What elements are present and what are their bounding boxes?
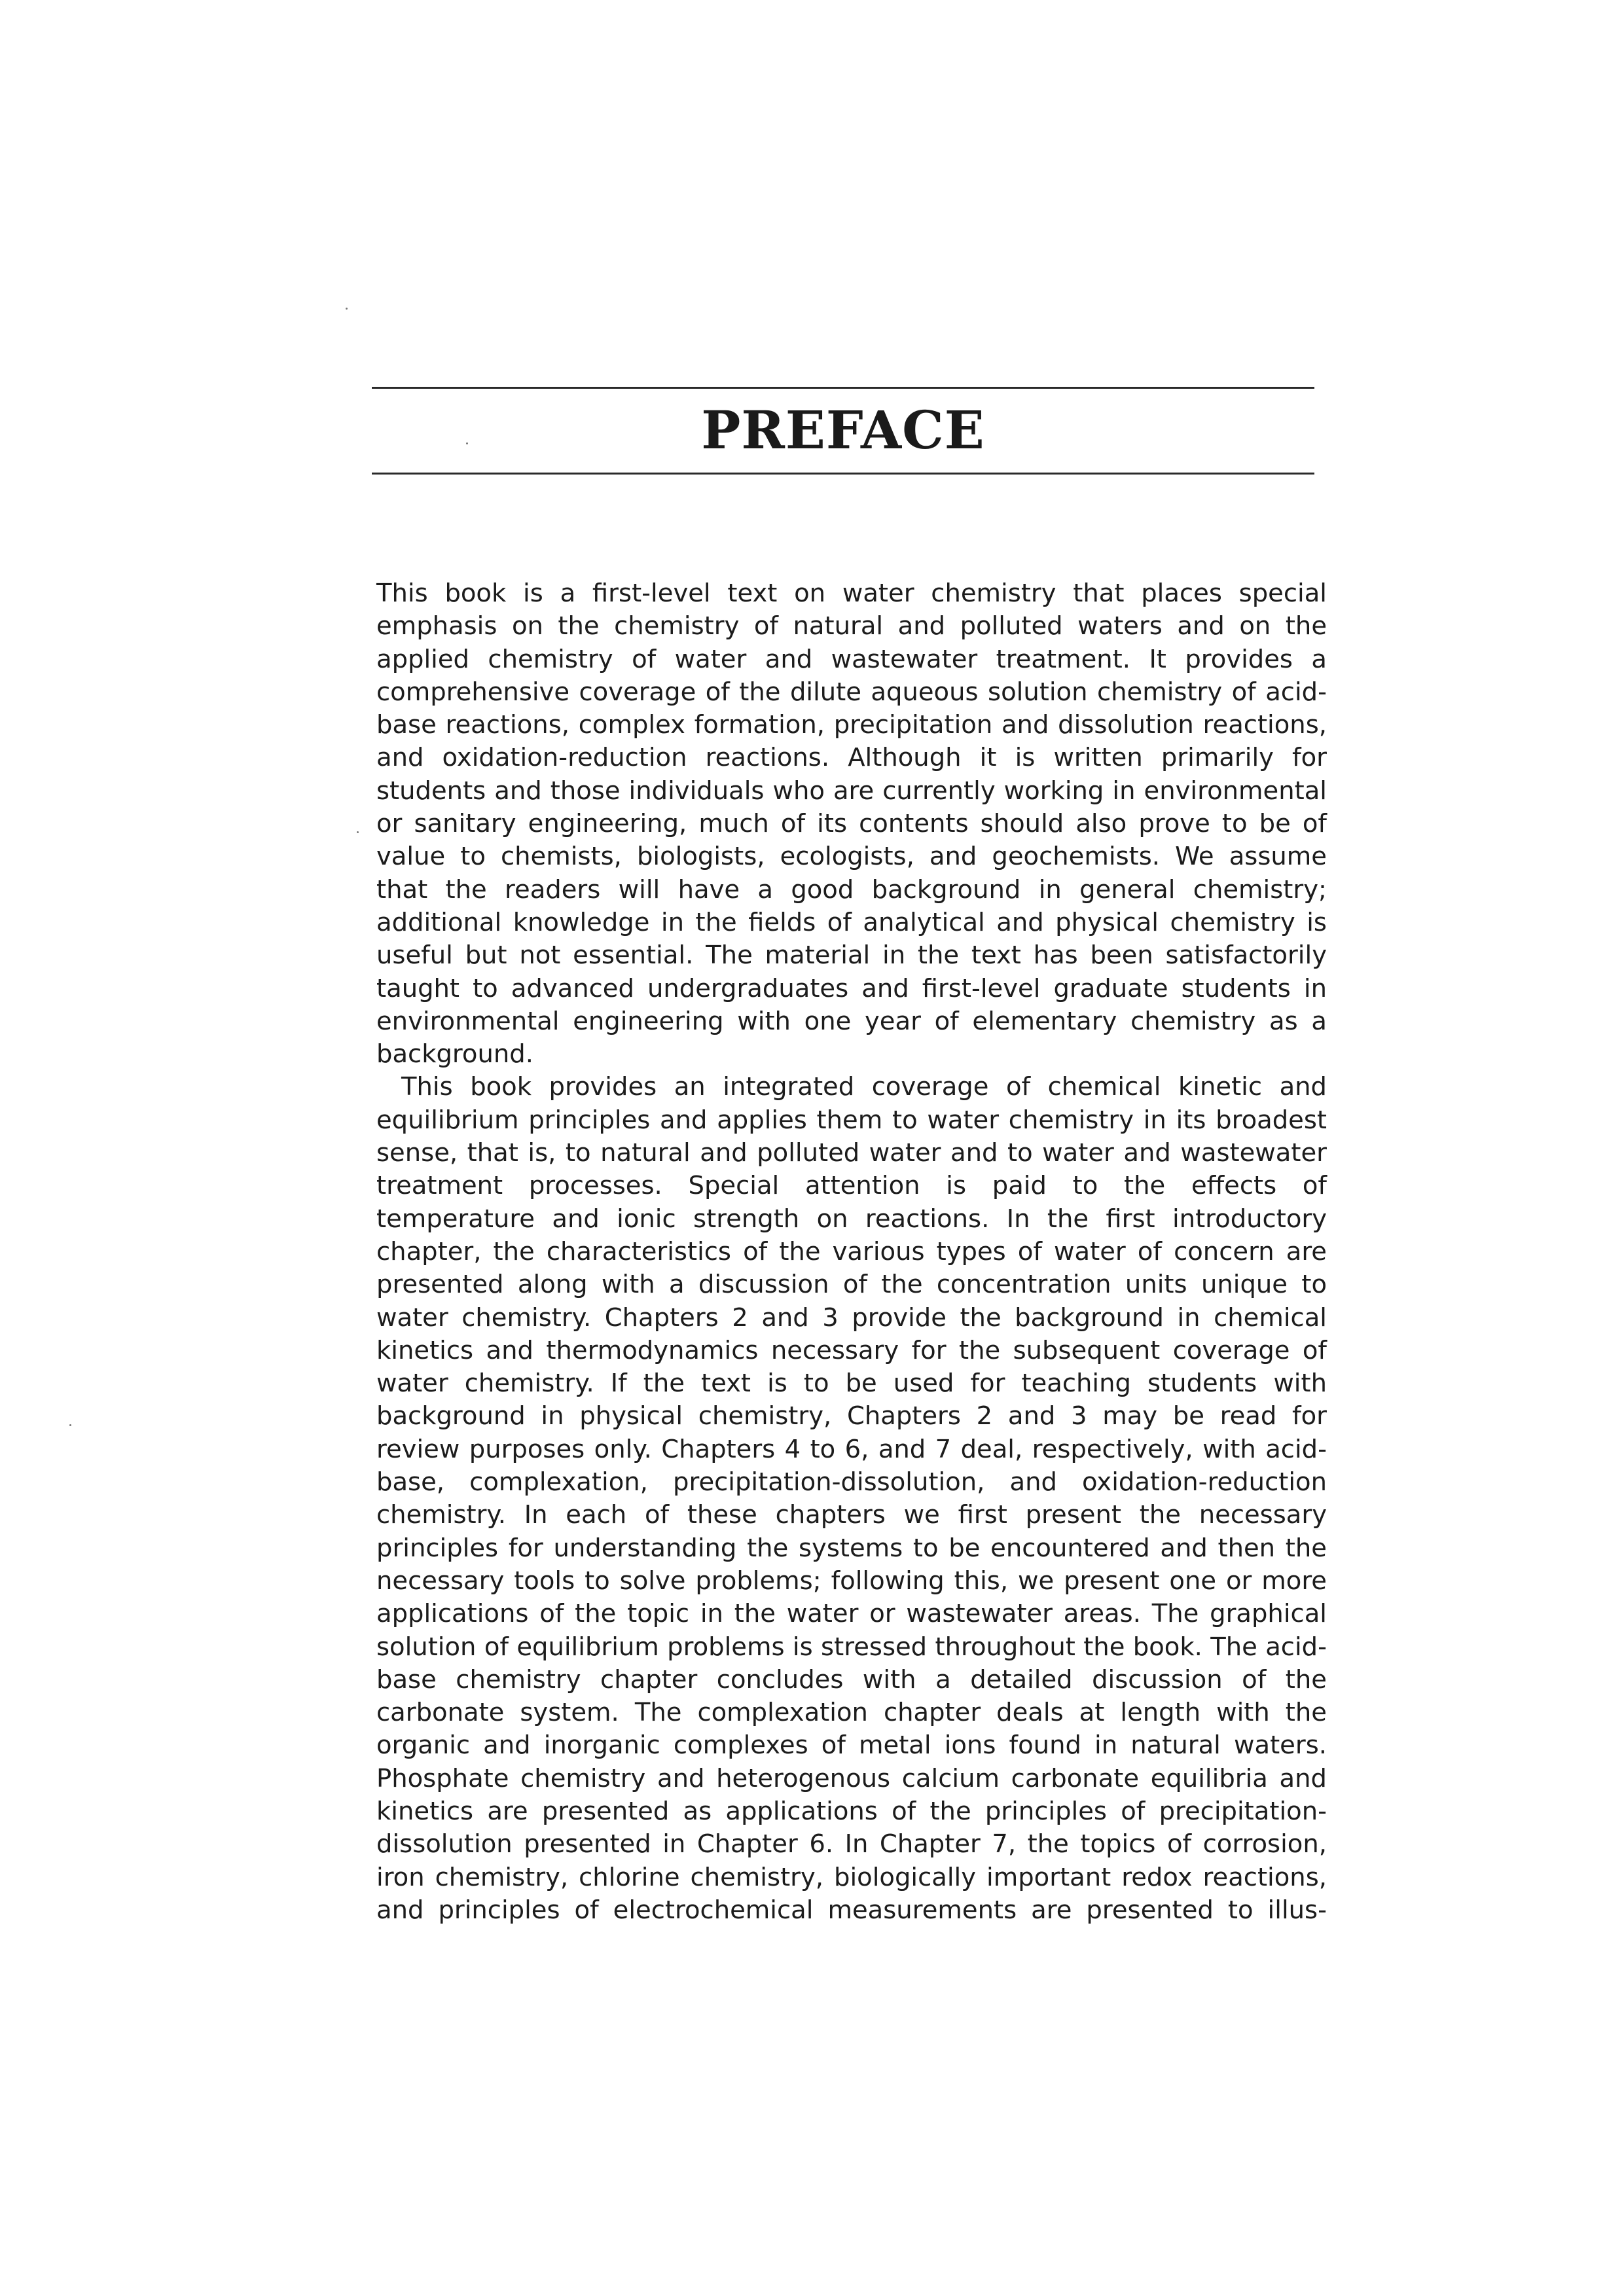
scan-speck [466, 442, 468, 444]
scan-speck [357, 831, 359, 833]
scan-speck [69, 1424, 71, 1426]
paragraph-2: This book provides an integrated coverage of chemical kinetic and equilibrium principles and applies them to water chemistry in its broadest sense, that is, to natural and polluted water and to water and wastewater treatment processes. Special attention is paid to the effects of temperature and ionic strength on reactions. In the first introductory chapter, the characteristics of the various types of water of concern are presented along with a discussion of the concentration units unique to water chemistry. Chapters 2 and 3 provide the background in chemical kinetics and thermodynamics necessary for the subsequent coverage of water chemistry. If the text is to be used for teaching students with background in physical chemistry, Chapters 2 and 3 may be read for review purposes only. Chapters 4 to 6, and 7 deal, respectively, with acid-base, complexation, precipitation-dissolution, and oxidation-reduction chemistry. In each of these chapters we first present the necessary principles for understanding the systems to be encountered and then the necessary tools to solve problems; following this, we present one or more applications of the topic in the water or wastewater areas. The graphical solution of equilibrium problems is stressed throughout the book. The acid-base chemistry chapter concludes with a detailed discussion of the carbonate system. The complexation chapter deals at length with the organic and inorganic complexes of metal ions found in natural waters. Phosphate chemistry and heterogenous calcium carbonate equilibria and kinetics are presented as applications of the principles of precipitation-dissolution presented in Chapter 6. In Chapter 7, the topics of corrosion, iron chemistry, chlorine chemistry, biologically important redox reactions, and principles of electrochemical measurements are presented to illus- [376, 1072, 1327, 1925]
scan-speck [346, 308, 348, 310]
heading-top-rule [372, 387, 1314, 389]
preface-body [376, 577, 1327, 1927]
page-title: PREFACE [701, 399, 985, 461]
paragraph-1: This book is a first-level text on water chemistry that places special emphasis on the chemistry of natural and polluted waters and on the applied chemistry of water and wastewater treatment. It provides a comprehensive coverage of the dilute aqueous solution chemistry of acid-base reactions, complex formation, precipitation and dissolution reactions, and oxidation-reduction reactions. Although it is written primarily for students and those individuals who are currently working in environmental or sanitary engineering, much of its contents should also prove to be of value to chemists, biologists, ecologists, and geochemists. We assume that the readers will have a good background in general chemistry; additional knowledge in the fields of analytical and physical chemistry is useful but not essential. The material in the text has been satisfactorily taught to advanced undergraduates and first-level graduate students in environmental engineering with one year of elementary chemistry as a background. [376, 579, 1327, 1069]
heading-bottom-rule [372, 473, 1314, 475]
